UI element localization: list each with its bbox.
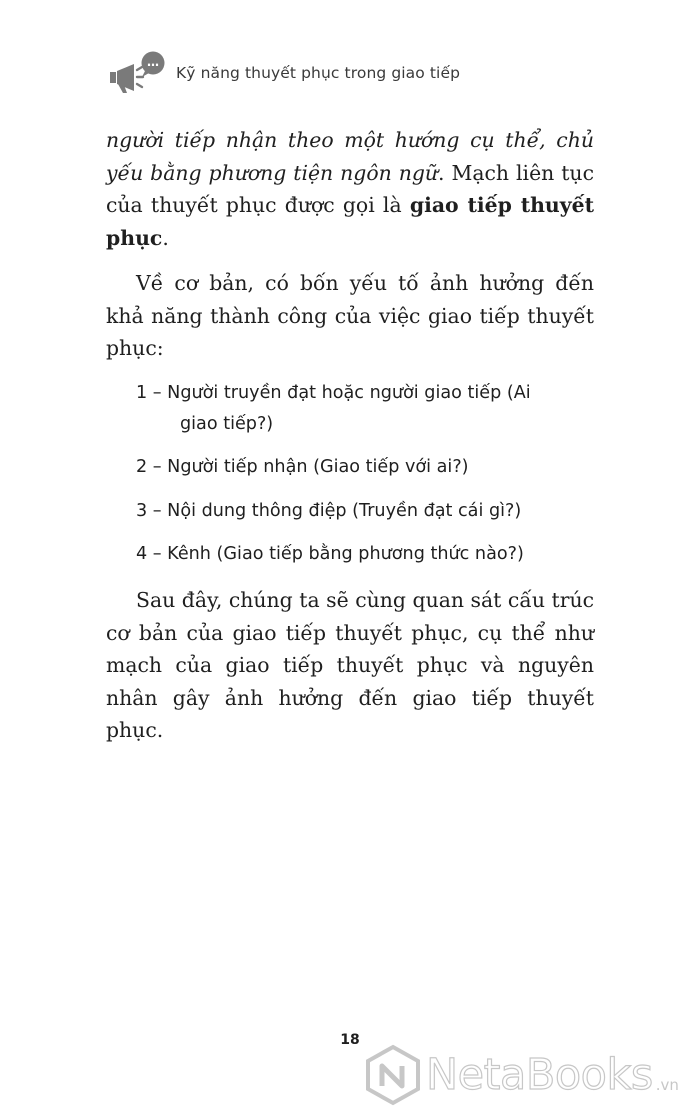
netabooks-watermark [364, 1044, 679, 1106]
page-number: 18 [340, 1032, 360, 1048]
list-item-1-line-2: giao tiếp?) [180, 413, 274, 434]
paragraph-1 [106, 124, 594, 254]
header-title: Kỹ năng thuyết phục trong giao tiếp [176, 64, 461, 82]
watermark-text: NetaBooks [426, 1050, 653, 1100]
page-body [106, 124, 594, 747]
paragraph-1-end: . [162, 225, 169, 250]
paragraph-1-mid: . Mạch liên tục của thuyết phục được gọi là [106, 160, 594, 217]
megaphone-speech-bubble-icon [106, 50, 168, 94]
paragraph-1-bold: giao tiếp thuyết phục [106, 193, 594, 250]
netabooks-logo-icon [364, 1044, 422, 1106]
paragraph-3: Sau đây, chúng ta sẽ cùng quan sát cấu trúc cơ bản của giao tiếp thuyết phục, cụ thể như mạch của giao tiếp thuyết phục và nguyên nhân gây ảnh hưởng đến giao tiếp thuyết phục. [106, 588, 594, 742]
list-item: 3 – Nội dung thông điệp (Truyền đạt cái gì?) [136, 500, 522, 521]
bubble-dots: … [147, 55, 159, 69]
watermark-suffix: .vn [655, 1076, 679, 1094]
list-item [106, 378, 594, 440]
factor-list [106, 378, 594, 571]
list-item-1-line-1: 1 – Người truyền đạt hoặc người giao tiếp (Ai [136, 382, 531, 403]
paragraph-1-italic: người tiếp nhận theo một hướng cụ thể, chủ yếu bằng phương tiện ngôn ngữ [106, 128, 594, 185]
running-header [106, 50, 460, 94]
list-item: 4 – Kênh (Giao tiếp bằng phương thức nào?) [136, 544, 524, 564]
list-item: 2 – Người tiếp nhận (Giao tiếp với ai?) [136, 457, 469, 477]
paragraph-2: Về cơ bản, có bốn yếu tố ảnh hưởng đến khả năng thành công của việc giao tiếp thuyết phục: [106, 271, 594, 360]
